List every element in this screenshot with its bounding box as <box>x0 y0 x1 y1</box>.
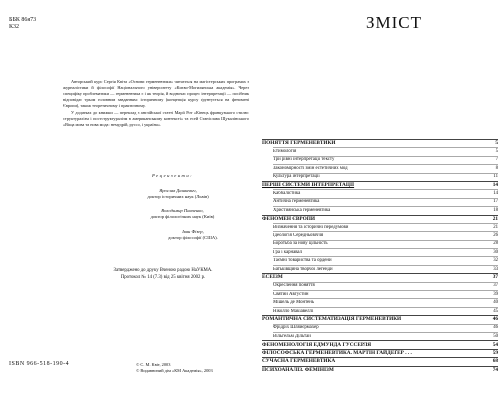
toc-section <box>262 349 498 357</box>
toc-page-number: 5 <box>495 149 498 155</box>
toc-title-text: Святий Августин <box>273 291 309 297</box>
toc-section <box>262 139 498 147</box>
isbn: ISBN 966-518-190-4 <box>9 361 70 367</box>
toc-title-text: ФЕНОМЕНОЛОГІЯ ЕДМУНДА ГУССЕРЛЯ <box>262 341 372 348</box>
toc-title <box>262 300 484 305</box>
toc-title <box>262 316 484 322</box>
reviewer-title: доктор філологічних наук (Київ) <box>150 214 215 219</box>
toc-title <box>262 174 484 179</box>
toc-entry <box>262 164 498 172</box>
toc-title-text: Каббалістика <box>273 191 301 197</box>
toc-entry <box>262 282 498 290</box>
book-abstract <box>63 79 249 128</box>
toc-entry <box>262 265 498 273</box>
bbk-codes <box>9 17 36 31</box>
toc-page-number: 28 <box>493 241 498 247</box>
toc-section <box>262 357 498 365</box>
copyright-author: © С. М. Квіт, 2003 <box>136 362 171 367</box>
abstract-paragraph: Авторський курс Сергія Квіта «Основи герменевтики» читається на магістерських програмах з журналістики й філософії Національного університету «Києво-Могилянська академія». Через специфіку проблематики — герменевтика є і як теорія, й водночас процес інтерпретації — посібник відповідає трьом головним завданням: історичному (концепція курсу ґрунтується на феномені Європи), також теоретичному і практичному. <box>63 79 249 108</box>
toc-page-number: 26 <box>493 232 498 238</box>
toc-title-text: ФІЛОСОФСЬКА ГЕРМЕНЕВТИКА. МАРТІН ГАЙДЕҐЕР . . . <box>262 349 412 356</box>
toc-page-number: 68 <box>492 358 498 365</box>
toc-title-text: СУЧАСНА ГЕРМЕНЕВТИКА <box>262 358 336 365</box>
toc-section <box>262 366 498 374</box>
toc-page-number: 21 <box>492 215 498 222</box>
toc-title-text: Окреслення поняття <box>273 283 315 289</box>
toc-entry <box>262 240 498 248</box>
toc-page-number: 37 <box>492 274 498 281</box>
toc-page-number: 21 <box>493 224 498 230</box>
toc-title <box>262 225 484 230</box>
toc-title <box>262 325 484 330</box>
toc-title <box>262 274 484 280</box>
toc-title <box>262 342 484 348</box>
reviewer-title: доктор історичних наук (Львів) <box>147 194 209 199</box>
reviewer-name: Іван Фізер, <box>182 229 204 234</box>
reviewer-entry <box>120 208 245 220</box>
toc-entry <box>262 189 498 197</box>
toc-title <box>262 283 484 288</box>
toc-entry <box>262 248 498 256</box>
toc-title <box>262 258 484 263</box>
toc-title-text: Визначення та історичні передумови <box>273 224 349 230</box>
toc-title-text: Три рівні інтерпретації тексту <box>273 157 335 163</box>
toc-page-number: 54 <box>492 341 498 348</box>
toc-title-text: ЕСЕЇЗМ <box>262 274 283 281</box>
toc-title <box>262 191 484 196</box>
reviewer-entry <box>138 229 248 241</box>
toc-section <box>262 181 498 189</box>
toc-entry <box>262 198 498 206</box>
toc-title <box>262 367 484 373</box>
bbk-index: ББК 86я73 <box>9 17 37 23</box>
toc-page-number: 39 <box>493 291 498 297</box>
toc-title <box>262 149 484 154</box>
toc-title-text: Таємні товариства та ордени <box>273 258 332 264</box>
toc-page-number: 40 <box>493 300 498 306</box>
toc-page-number: 33 <box>493 266 498 272</box>
toc-title <box>262 199 484 204</box>
toc-title <box>262 182 484 188</box>
table-of-contents <box>262 139 498 374</box>
toc-entry <box>262 156 498 164</box>
reviewer-name: Володимир Панченко, <box>161 208 204 213</box>
toc-title-text: ПОНЯТТЯ ГЕРМЕНЕВТИКИ <box>262 140 336 147</box>
copyright-publisher: © Видавничий дім «КМ Академія», 2003 <box>136 368 213 373</box>
toc-title-text: Гра і карнавал <box>273 249 302 255</box>
toc-entry <box>262 206 498 214</box>
reviewer-entry <box>118 188 238 200</box>
toc-title-text: Етимологія <box>273 149 297 155</box>
toc-page-number: 46 <box>493 325 498 331</box>
toc-entry <box>262 173 498 181</box>
toc-title-text: Мішель де Монтень <box>273 300 315 306</box>
toc-title-text: Ніколло Макіавеллі <box>273 308 314 314</box>
toc-entry <box>262 324 498 332</box>
toc-title-text: Християнська герменевтика <box>273 207 331 213</box>
toc-title <box>262 166 484 171</box>
toc-page-number: 14 <box>493 191 498 197</box>
toc-title <box>262 157 484 162</box>
toc-title <box>262 216 484 222</box>
toc-entry <box>262 290 498 298</box>
toc-entry <box>262 147 498 155</box>
toc-section <box>262 315 498 323</box>
toc-page-number: 50 <box>493 333 498 339</box>
toc-title <box>262 309 484 314</box>
copyright <box>136 362 213 374</box>
toc-title-text: Закономірності змін естетичних мод <box>273 165 348 171</box>
toc-title-text: ФЕНОМЕН ЄВРОПИ <box>262 215 315 222</box>
toc-title-text: ПСИХОАНАЛІЗ. ФЕМІНІЗМ <box>262 366 334 373</box>
author-code: К32 <box>9 24 20 30</box>
toc-title <box>262 250 484 255</box>
toc-section <box>262 215 498 223</box>
toc-title-text: Культура інтерпретації <box>273 174 320 180</box>
abstract-paragraph: У додатках до книжки — переклад з англійської статті Марії Рот «Кінець французького стилю: структуралізм і постструктуралізм в американському контексті» та есей Станіслава Щукалінського «Віща мова та нова мода: немудрій, руссо, і укрaїна». <box>63 110 249 127</box>
toc-page-number: 7 <box>495 157 498 163</box>
toc-title <box>262 334 484 339</box>
toc-page-number: 18 <box>493 207 498 213</box>
toc-entry <box>262 231 498 239</box>
reviewers-title: Рецензенти: <box>152 173 194 178</box>
reviewer-name: Ярослав Дашкевич, <box>159 188 197 193</box>
toc-title-text: Боротьба за нову цільність <box>273 241 328 247</box>
toc-entry <box>262 298 498 306</box>
toc-page-number: 5 <box>495 140 498 147</box>
approval-note <box>63 268 263 281</box>
toc-page-number: 17 <box>493 199 498 205</box>
toc-section <box>262 273 498 281</box>
toc-title <box>262 292 484 297</box>
toc-title-text: РОМАНТИЧНА СИСТЕМАТИЗАЦІЯ ГЕРМЕНЕВТИКИ <box>262 316 402 323</box>
toc-entry <box>262 307 498 315</box>
toc-page-number: 59 <box>492 349 498 356</box>
toc-title-text: Вільгельм Дільтай <box>273 333 311 339</box>
toc-title-text: Фрідріх Шляйєрмахер <box>273 325 319 331</box>
toc-section <box>262 340 498 348</box>
toc-heading: ЗМІСТ <box>366 13 423 32</box>
toc-entry <box>262 223 498 231</box>
toc-entry <box>262 332 498 340</box>
toc-title <box>262 358 484 364</box>
toc-title <box>262 241 484 246</box>
toc-page-number: 37 <box>493 283 498 289</box>
protocol-line: Протокол № 14 (7.3) від 25 квітня 2002 р. <box>120 274 206 280</box>
toc-page-number: 8 <box>495 165 498 171</box>
toc-page-number: 30 <box>493 249 498 255</box>
toc-page-number: 14 <box>492 182 498 189</box>
toc-title-text: ПЕРШІ СИСТЕМИ ІНТЕРПРЕТАЦІЇ <box>262 182 355 189</box>
toc-page-number: 11 <box>493 174 498 180</box>
toc-page-number: 46 <box>492 316 498 323</box>
toc-title <box>262 140 484 146</box>
toc-title-text: Ідеологія Середньовіччя <box>273 232 324 238</box>
toc-title <box>262 233 484 238</box>
toc-title <box>262 208 484 213</box>
toc-entry <box>262 256 498 264</box>
toc-page-number: 45 <box>493 308 498 314</box>
reviewer-title: доктор філософії (США). <box>168 235 218 240</box>
toc-title <box>262 350 484 356</box>
toc-title-text: Батьківщина творчої легенди <box>273 266 333 272</box>
toc-page-number: 32 <box>493 258 498 264</box>
toc-page-number: 74 <box>492 366 498 373</box>
toc-title <box>262 267 484 272</box>
approval-line: Затверджено до друку Вченою радою НаУКМА. <box>113 268 213 273</box>
toc-title-text: Антична герменевтика <box>273 199 320 205</box>
